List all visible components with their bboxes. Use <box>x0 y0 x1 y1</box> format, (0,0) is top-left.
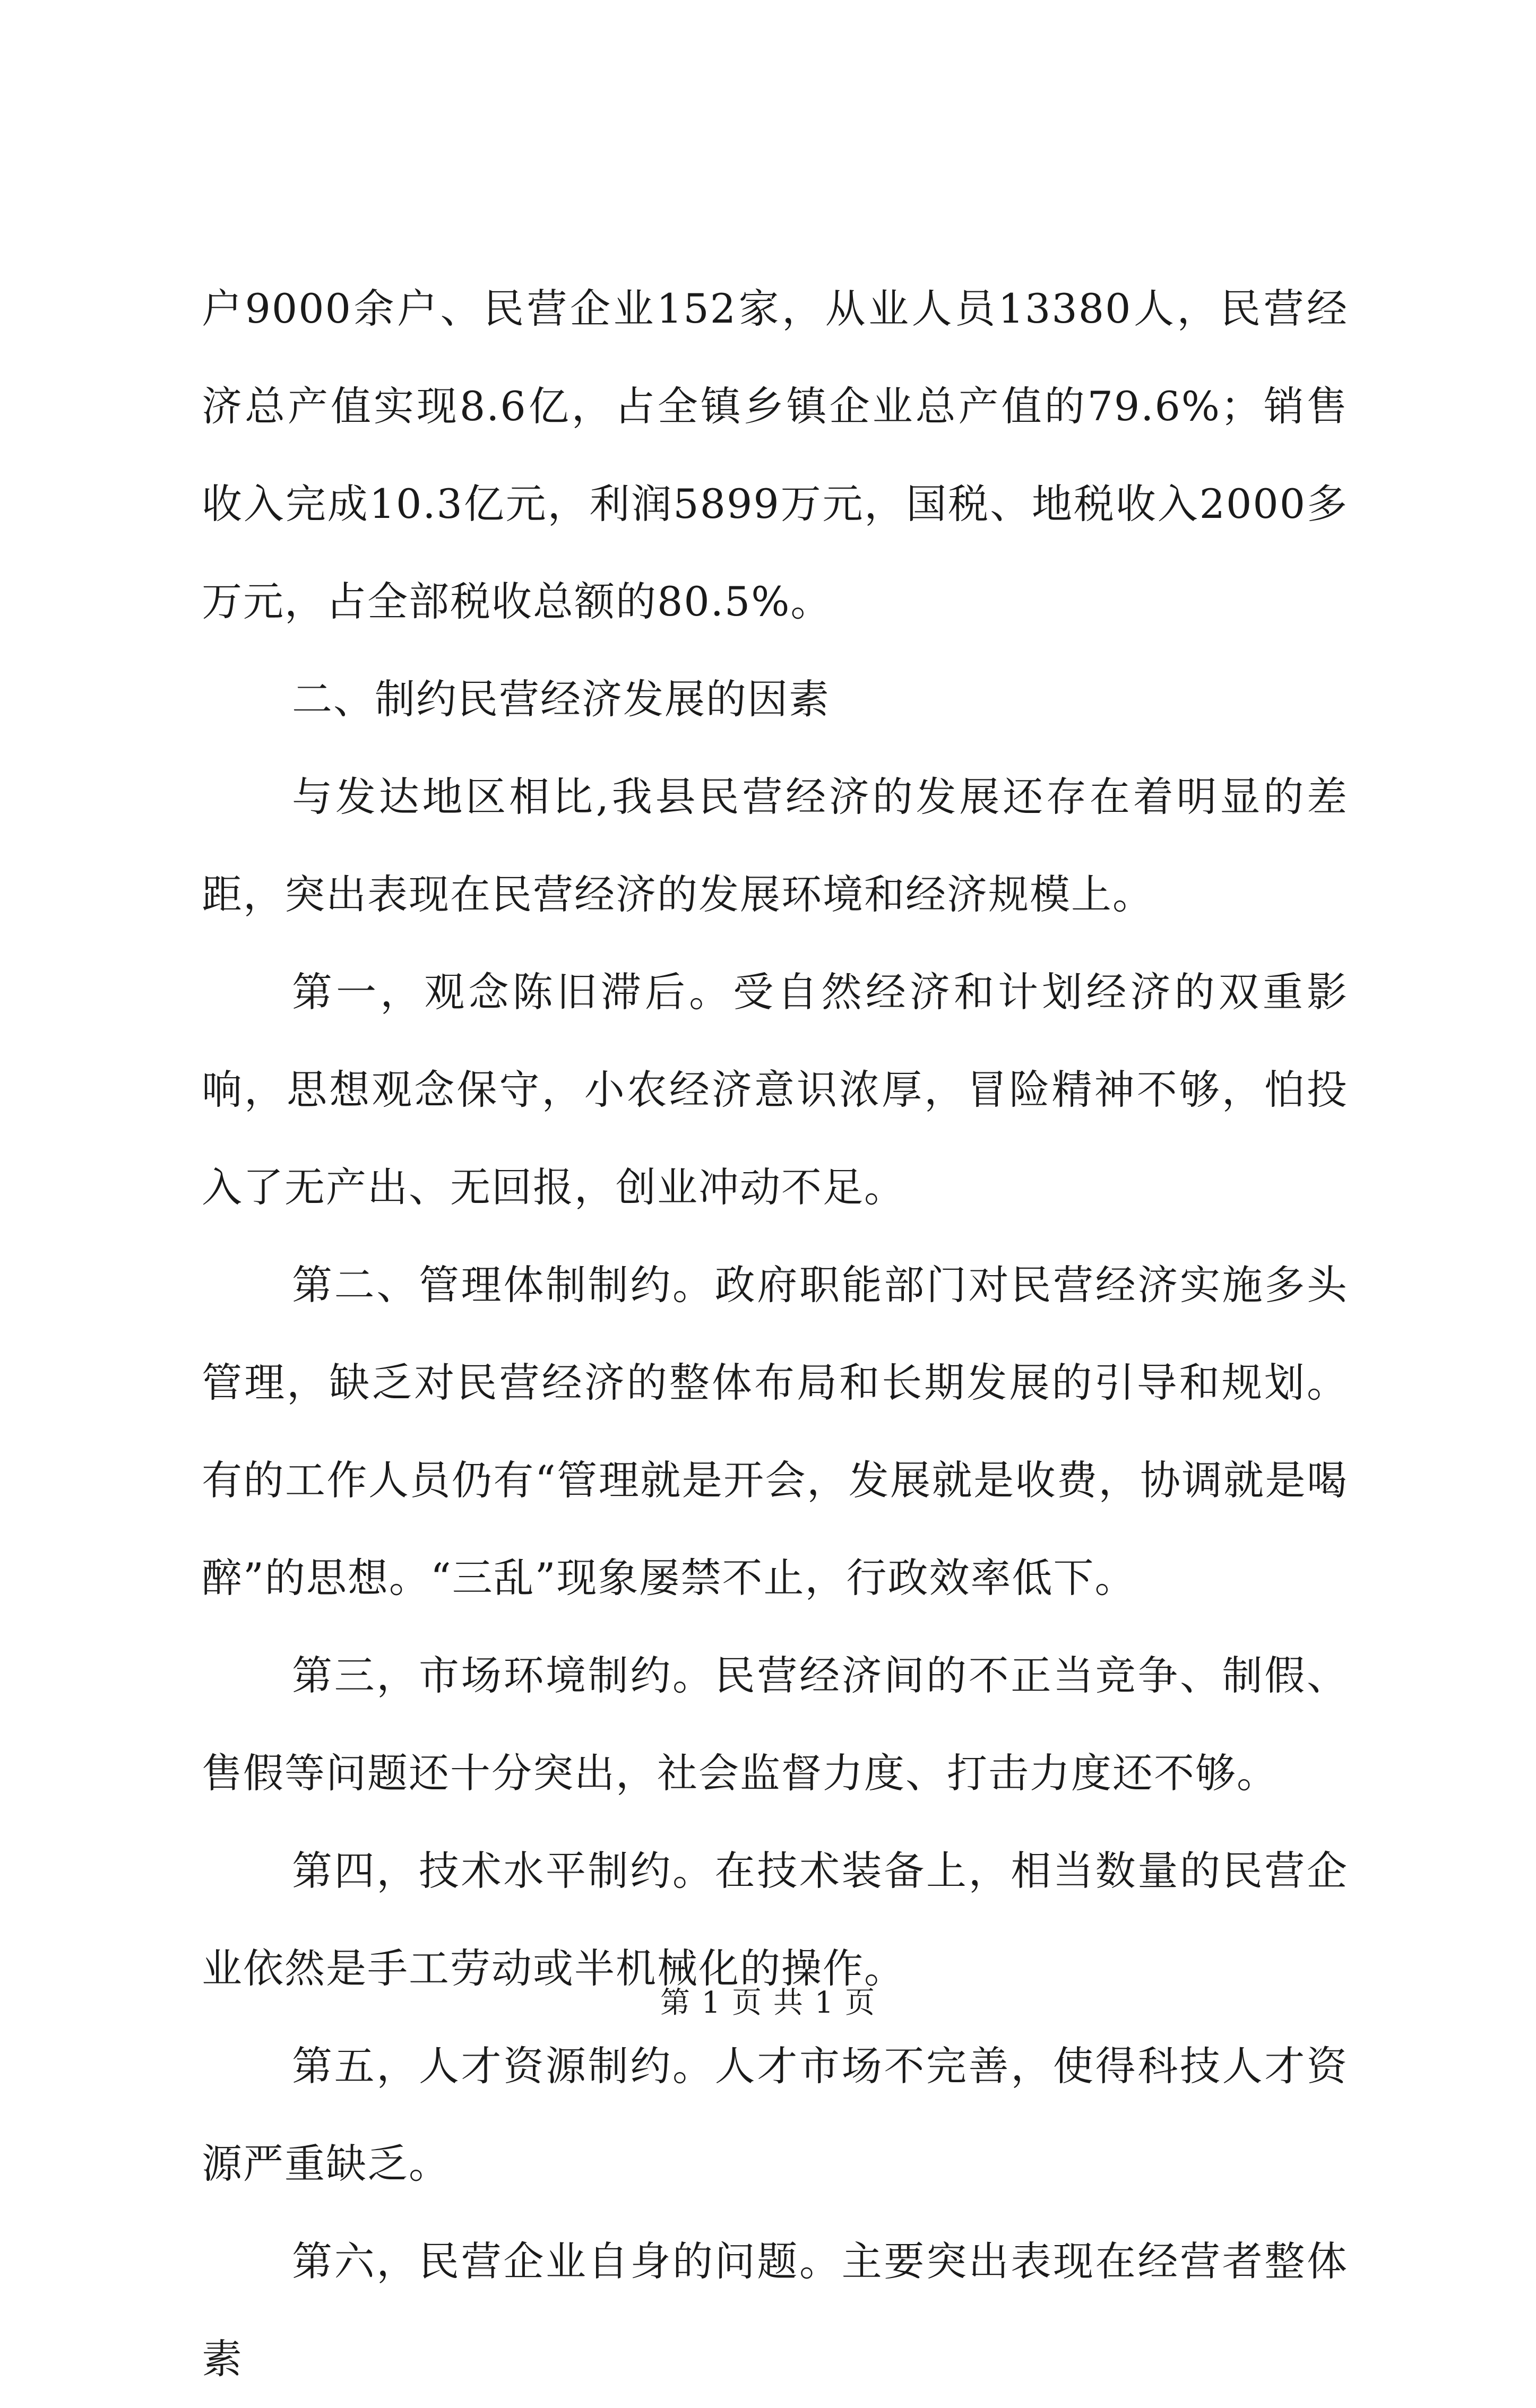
paragraph-2: 与发达地区相比,我县民营经济的发展还存在着明显的差距，突出表现在民营经济的发展环境和经济规模上。 <box>202 773 1348 918</box>
document-body <box>202 260 1348 2408</box>
paragraph-3: 第一，观念陈旧滞后。受自然经济和计划经济的双重影响，思想观念保守，小农经济意识浓厚，冒险精神不够，怕投入了无产出、无回报，创业冲动不足。 <box>202 968 1348 1211</box>
page-number-footer: 第 1 页 共 1 页 <box>660 1986 876 2020</box>
section-heading: 二、制约民营经济发展的因素 <box>292 675 830 723</box>
paragraph-7: 第五，人才资源制约。人才市场不完善，使得科技人才资源严重缺乏。 <box>202 2042 1348 2187</box>
paragraph-1: 户9000余户、民营企业152家，从业人员13380人，民营经济总产值实现8.6亿，占全镇乡镇企业总产值的79.6%；销售收入完成10.3亿元，利润5899万元，国税、地税收入2000多万元，占全部税收总额的80.5%。 <box>202 285 1348 625</box>
paragraph-5: 第三，市场环境制约。民营经济间的不正当竞争、制假、售假等问题还十分突出，社会监督力度、打击力度还不够。 <box>202 1652 1348 1797</box>
paragraph-4: 第二、管理体制制约。政府职能部门对民营经济实施多头管理，缺乏对民营经济的整体布局和长期发展的引导和规划。有的工作人员仍有“管理就是开会，发展就是收费，协调就是喝醉”的思想。“三乱”现象屡禁不止，行政效率低下。 <box>202 1261 1348 1601</box>
paragraph-8: 第六，民营企业自身的问题。主要突出表现在经营者整体素 <box>202 2238 1348 2383</box>
paragraph-6: 第四，技术水平制约。在技术装备上，相当数量的民营企业依然是手工劳动或半机械化的操作。 <box>202 1847 1348 1992</box>
